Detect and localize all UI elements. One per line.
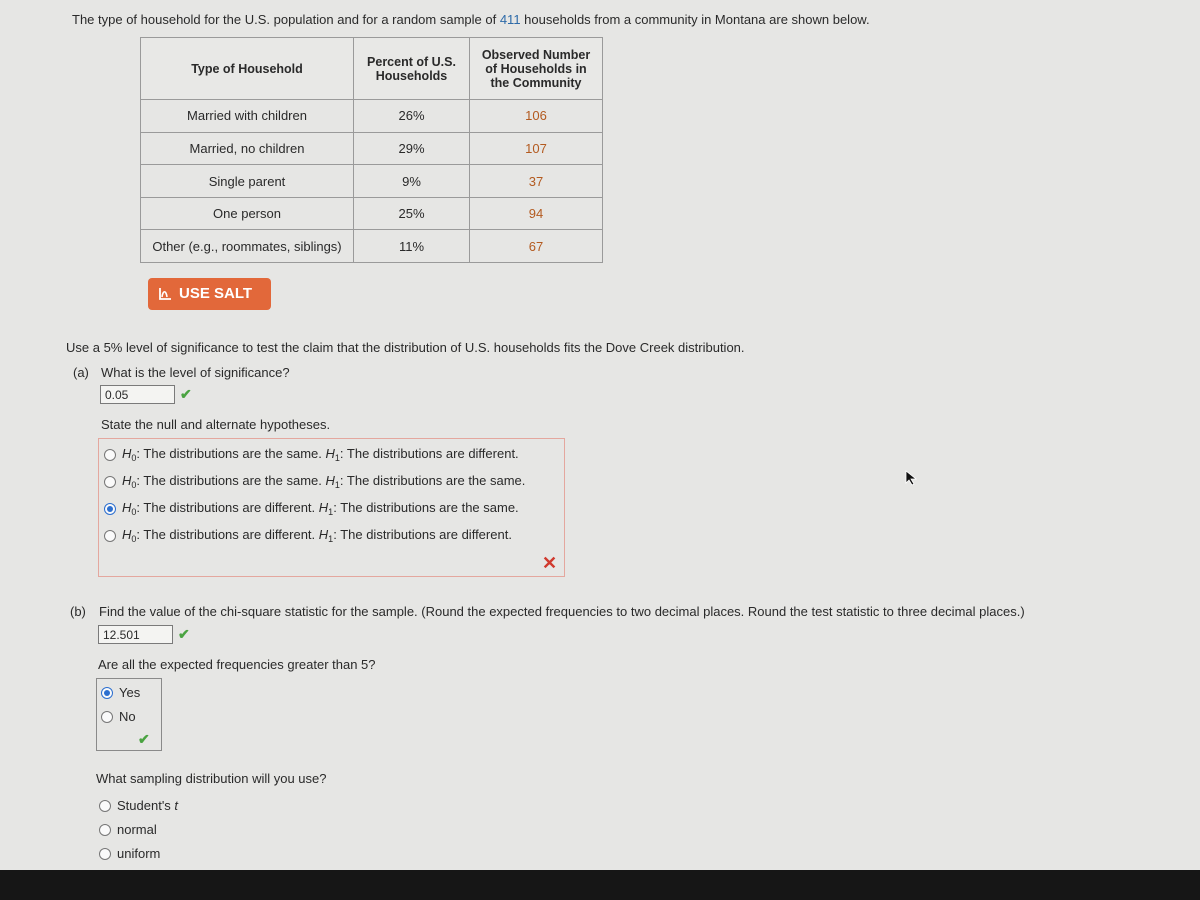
cell-observed: 67: [470, 230, 603, 263]
header-observed: Observed Number of Households in the Community: [470, 38, 603, 100]
part-a-label: (a): [73, 365, 89, 380]
cell-type: Other (e.g., roommates, siblings): [141, 230, 354, 263]
cell-percent: 29%: [354, 132, 470, 165]
use-salt-button[interactable]: [148, 278, 271, 310]
table-row: [141, 230, 603, 263]
radio-button[interactable]: [104, 449, 116, 461]
option-yes[interactable]: [101, 685, 140, 700]
hypothesis-option-2[interactable]: [104, 473, 525, 490]
radio-button[interactable]: [104, 476, 116, 488]
cell-percent: 25%: [354, 197, 470, 230]
radio-button-selected[interactable]: [101, 687, 113, 699]
cell-observed: 107: [470, 132, 603, 165]
option-uniform[interactable]: [99, 846, 160, 861]
cell-percent: 9%: [354, 165, 470, 198]
cell-observed: 106: [470, 100, 603, 133]
radio-button[interactable]: [99, 824, 111, 836]
part-a-question: What is the level of significance?: [101, 365, 290, 380]
option-text: $H_0$: The distributions are the same. $H_1$: The distributions are different.: [122, 446, 519, 463]
cell-observed: 37: [470, 165, 603, 198]
household-table: [140, 37, 603, 263]
option-text: $H_0$: The distributions are the same. $H_1$: The distributions are the same.: [122, 473, 526, 490]
radio-button[interactable]: [101, 711, 113, 723]
table-row: [141, 197, 603, 230]
option-students-t[interactable]: [99, 798, 178, 813]
salt-logo-icon: [158, 287, 172, 301]
instruction-text: Use a 5% level of significance to test the claim that the distribution of U.S. households fits the Dove Creek distribution.: [66, 340, 745, 355]
radio-button[interactable]: [104, 530, 116, 542]
option-text: $H_0$: The distributions are different. $H_1$: The distributions are the same.: [122, 500, 519, 517]
significance-check-icon: ✔: [180, 386, 192, 402]
option-label: uniform: [117, 846, 161, 861]
table-row: [141, 165, 603, 198]
option-no[interactable]: [101, 709, 136, 724]
option-label: normal: [117, 822, 157, 837]
chi-square-check-icon: ✔: [178, 626, 190, 642]
hypothesis-option-4[interactable]: [104, 527, 512, 544]
part-b-question: Find the value of the chi-square statistic for the sample. (Round the expected frequencies to two decimal places. Round the test statistic to three decimal places.): [99, 604, 1025, 619]
option-text: $H_0$: The distributions are different. $H_1$: The distributions are different.: [122, 527, 512, 544]
header-percent: Percent of U.S. Households: [354, 38, 470, 100]
option-label: No: [119, 709, 136, 724]
expected-prompt: Are all the expected frequencies greater than 5?: [98, 657, 376, 672]
cell-type: Married with children: [141, 100, 354, 133]
mouse-cursor-icon: [905, 470, 919, 486]
intro-text: The type of household for the U.S. population and for a random sample of 411 households from a community in Montana are shown below.: [72, 12, 870, 27]
cell-type: Single parent: [141, 165, 354, 198]
chi-square-answer-field[interactable]: 12.501: [98, 625, 173, 644]
cell-type: Married, no children: [141, 132, 354, 165]
option-label: Student's t: [117, 798, 179, 813]
bottom-bar: [0, 870, 1200, 900]
table-row: [141, 132, 603, 165]
significance-answer-field[interactable]: 0.05: [100, 385, 175, 404]
sampling-prompt: What sampling distribution will you use?: [96, 771, 327, 786]
option-normal[interactable]: [99, 822, 157, 837]
hypothesis-option-1[interactable]: [104, 446, 519, 463]
header-type: Type of Household: [141, 38, 354, 100]
cell-observed: 94: [470, 197, 603, 230]
radio-button-selected[interactable]: [104, 503, 116, 515]
cell-percent: 11%: [354, 230, 470, 263]
hypothesis-cross-icon: ✕: [542, 553, 558, 573]
hypothesis-option-3[interactable]: [104, 500, 519, 517]
option-label: Yes: [119, 685, 141, 700]
use-salt-label: USE SALT: [179, 285, 253, 302]
expected-check-icon: ✔: [138, 731, 150, 747]
radio-button[interactable]: [99, 848, 111, 860]
cell-percent: 26%: [354, 100, 470, 133]
part-b-label: (b): [70, 604, 86, 619]
sample-size: 411: [499, 12, 521, 27]
cell-type: One person: [141, 197, 354, 230]
radio-button[interactable]: [99, 800, 111, 812]
hypothesis-prompt: State the null and alternate hypotheses.: [101, 417, 331, 432]
table-row: [141, 100, 603, 133]
